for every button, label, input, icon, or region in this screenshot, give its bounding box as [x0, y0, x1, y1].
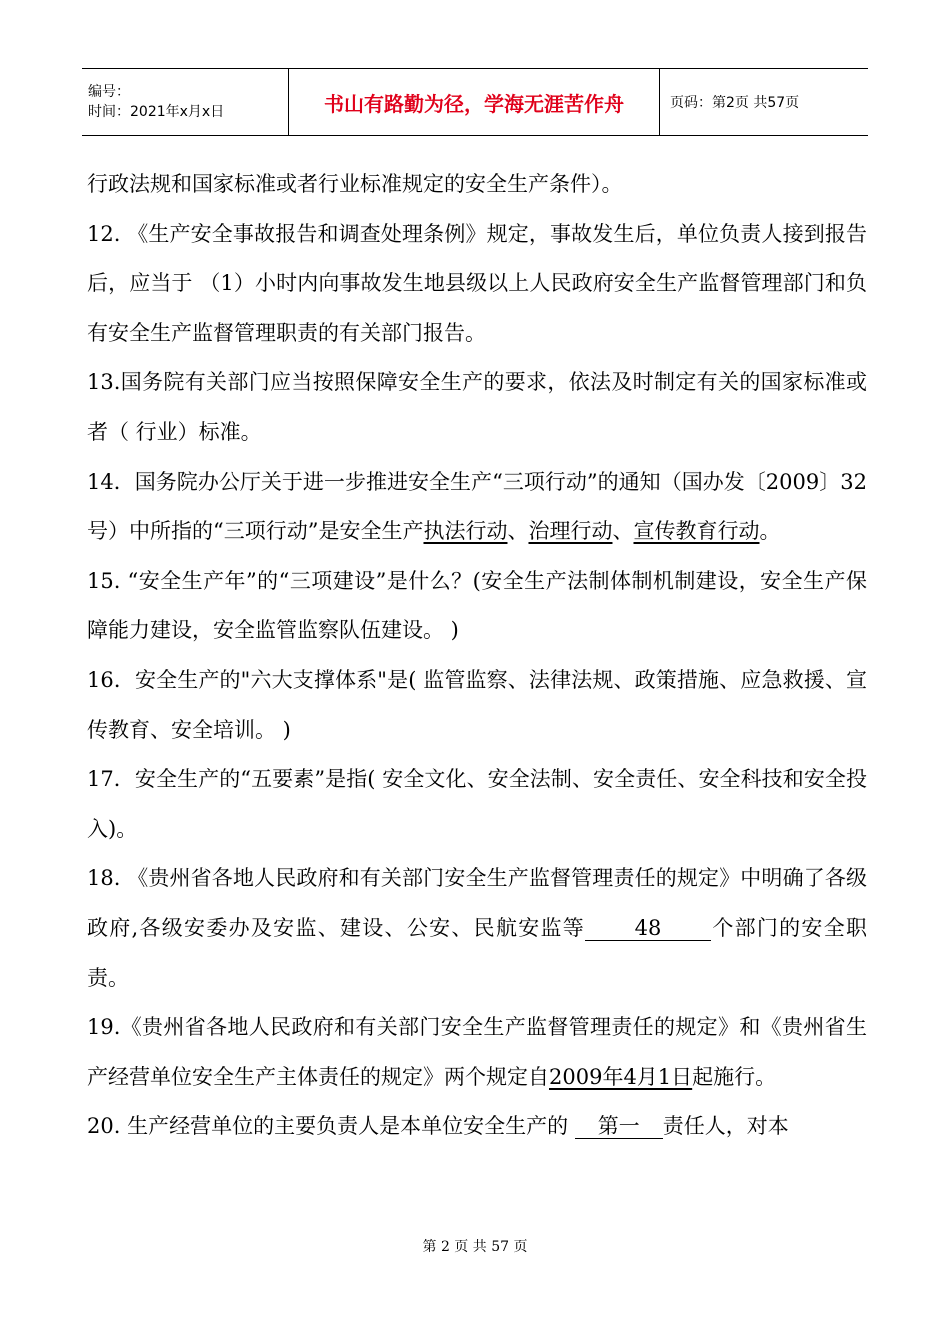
q19-text: 19.《贵州省各地人民政府和有关部门安全生产监督管理责任的规定》和《贵州省生产经营单位安全生产主体责任的规定》两个规定自: [87, 1015, 867, 1089]
doc-time-label: 时间：2021年x月x日: [88, 104, 225, 120]
header-meta: [82, 69, 288, 135]
question-17: 17．安全生产的“五要素”是指( 安全文化、安全法制、安全责任、安全科技和安全投入)。: [87, 767, 867, 841]
page-footer: [0, 1236, 950, 1256]
q18-text: 18. 《贵州省各地人民政府和有关部门安全生产监督管理责任的规定》中明确了各级政府,各级安委办及安监、建设、公安、民航安监等: [87, 866, 867, 940]
motto-text: 书山有路勤为径，学海无涯苦作舟: [324, 91, 624, 116]
question-19: [87, 1003, 867, 1102]
q14-answer-1: 执法行动: [423, 519, 508, 544]
q20-answer-blank: 第一: [575, 1114, 663, 1139]
question-12: 12. 《生产安全事故报告和调查处理条例》规定，事故发生后，单位负责人接到报告后，应当于 （1）小时内向事故发生地县级以上人民政府安全生产监督管理部门和负有安全生产监督管理职责的有关部门报告。: [87, 221, 867, 345]
q14-text: 14．国务院办公厅关于进一步推进安全生产“三项行动”的通知（国办发〔2009〕32号）中所指的“三项行动”是安全生产: [87, 469, 867, 544]
question-13: 13.国务院有关部门应当按照保障安全生产的要求，依法及时制定有关的国家标准或者（ 行业）标准。: [87, 370, 867, 444]
q14-answer-3: 宣传教育行动: [633, 519, 760, 544]
header-motto: [288, 69, 660, 135]
q14-separator-1: 、: [507, 519, 529, 544]
q19-text-end: 起施行。: [692, 1064, 777, 1089]
question-18: [87, 854, 867, 1003]
header-page-info: [660, 69, 868, 135]
q19-answer-date: 2009年4月1日: [549, 1064, 693, 1089]
q14-separator-2: 、: [612, 519, 634, 544]
question-16: 16．安全生产的"六大支撑体系"是( 监管监察、法律法规、政策措施、应急救援、宣传教育、安全培训。 ): [87, 667, 867, 742]
document-body: [87, 160, 867, 1152]
doc-number-label: 编号：: [88, 84, 130, 100]
footer-page-number: 第 2 页 共 57 页: [422, 1239, 528, 1255]
question-15: 15. “安全生产年”的“三项建设”是什么？(安全生产法制体制机制建设，安全生产保障能力建设，安全监管监察队伍建设。 ): [87, 568, 867, 643]
question-14: [87, 458, 867, 557]
paragraph-continuation: 行政法规和国家标准或者行业标准规定的安全生产条件）。: [87, 172, 623, 196]
page-info-text: 页码：第2页 共57页: [670, 95, 800, 111]
page-header: [82, 68, 868, 136]
question-20: [87, 1102, 867, 1152]
q20-text-end: 责任人，对本: [662, 1114, 789, 1139]
q14-answer-2: 治理行动: [528, 519, 613, 544]
q14-end: 。: [759, 519, 781, 544]
q20-text: 20. 生产经营单位的主要负责人是本单位安全生产的: [87, 1114, 575, 1139]
q18-answer-blank: 48: [585, 916, 711, 941]
q18-text-end: 个部门的安全职责。: [87, 915, 867, 990]
